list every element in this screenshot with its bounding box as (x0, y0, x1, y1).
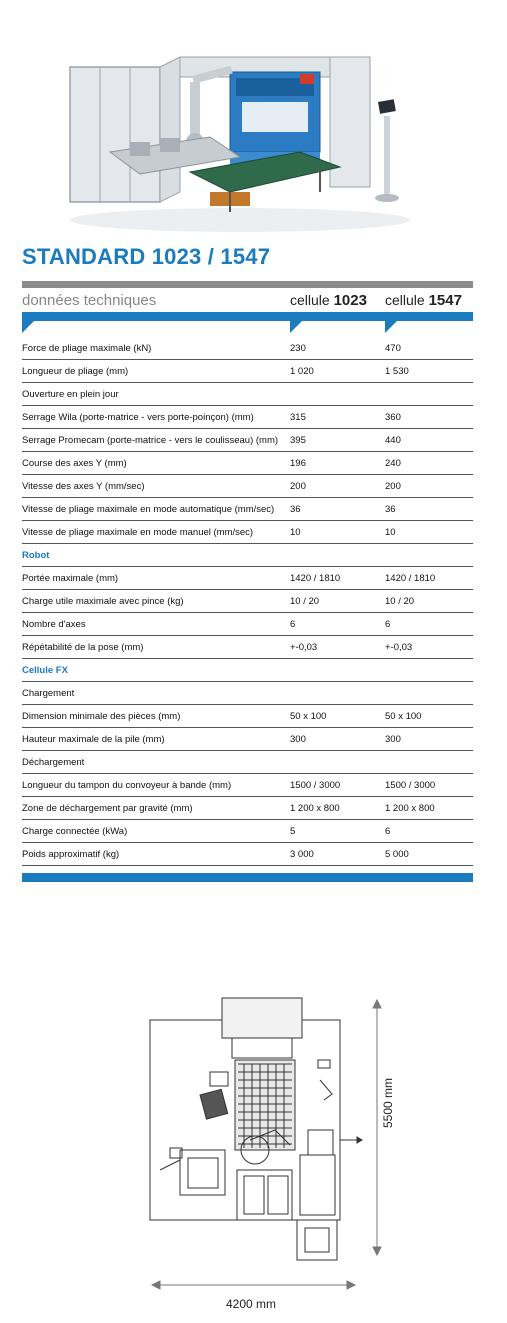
row-label: Charge connectée (kWa) (22, 826, 128, 837)
value-1547: 300 (385, 734, 401, 745)
table-row (22, 498, 473, 521)
row-label: Serrage Wila (porte-matrice - vers porte-poinçon) (mm) (22, 412, 254, 423)
header-notch (22, 321, 34, 333)
value-1547: 1500 / 3000 (385, 780, 436, 791)
row-label: Serrage Promecam (porte-matrice - vers le coulisseau) (mm) (22, 435, 279, 446)
table-row (22, 383, 473, 406)
row-label: Zone de déchargement par gravité (mm) (22, 803, 193, 814)
value-1547: 36 (385, 504, 396, 515)
value-1547: 1 530 (385, 366, 409, 377)
column-header-1547 (385, 292, 462, 309)
spec-header-bar (22, 312, 473, 321)
machine-illustration (60, 42, 420, 232)
row-label: Charge utile maximale avec pince (kg) (22, 596, 184, 607)
value-1023: 1 020 (290, 366, 314, 377)
value-1547: 10 (385, 527, 396, 538)
value-1547: 6 (385, 619, 391, 630)
header-notch (385, 321, 397, 333)
header-rule (22, 281, 473, 288)
value-1023: 1 200 x 800 (290, 803, 340, 814)
row-label: Répétabilité de la pose (mm) (22, 642, 144, 653)
value-1547: 240 (385, 458, 401, 469)
column-header-1023 (290, 292, 367, 309)
row-label: Déchargement (22, 757, 85, 768)
table-row (22, 360, 473, 383)
value-1023: 196 (290, 458, 306, 469)
page-title: STANDARD 1023 / 1547 (22, 244, 271, 269)
value-1547: 360 (385, 412, 401, 423)
table-row (22, 705, 473, 728)
table-row (22, 682, 473, 705)
table-row (22, 475, 473, 498)
row-label: Longueur de pliage (mm) (22, 366, 129, 377)
table-row (22, 636, 473, 659)
row-label: Longueur du tampon du convoyeur à bande (mm) (22, 780, 232, 791)
row-label: Course des axes Y (mm) (22, 458, 127, 469)
value-1023: 230 (290, 343, 306, 354)
table-row (22, 797, 473, 820)
value-1547: 50 x 100 (385, 711, 422, 722)
value-1547: 1 200 x 800 (385, 803, 435, 814)
spec-header (22, 290, 473, 312)
row-label: Vitesse de pliage maximale en mode automatique (mm/sec) (22, 504, 275, 515)
row-label: Chargement (22, 688, 75, 699)
table-row (22, 452, 473, 475)
column-prefix: cellule (385, 292, 425, 308)
value-1547: 5 000 (385, 849, 409, 860)
table-row (22, 843, 473, 866)
value-1547: 440 (385, 435, 401, 446)
value-1547: 6 (385, 826, 391, 837)
table-row (22, 521, 473, 544)
table-row (22, 613, 473, 636)
row-label: Cellule FX (22, 665, 68, 676)
value-1023: 315 (290, 412, 306, 423)
value-1023: 300 (290, 734, 306, 745)
row-label: Portée maximale (mm) (22, 573, 119, 584)
row-label: Robot (22, 550, 50, 561)
value-1023: 1500 / 3000 (290, 780, 341, 791)
row-label: Hauteur maximale de la pile (mm) (22, 734, 165, 745)
table-row (22, 751, 473, 774)
row-label: Dimension minimale des pièces (mm) (22, 711, 181, 722)
column-prefix: cellule (290, 292, 330, 308)
row-label: Ouverture en plein jour (22, 389, 119, 400)
value-1023: 3 000 (290, 849, 314, 860)
row-label: Vitesse de pliage maximale en mode manuel (mm/sec) (22, 527, 254, 538)
table-row (22, 728, 473, 751)
value-1547: 1420 / 1810 (385, 573, 436, 584)
value-1547: 470 (385, 343, 401, 354)
row-label: Poids approximatif (kg) (22, 849, 120, 860)
value-1023: 200 (290, 481, 306, 492)
row-label: Vitesse des axes Y (mm/sec) (22, 481, 145, 492)
table-row (22, 337, 473, 360)
value-1023: 5 (290, 826, 296, 837)
value-1023: 1420 / 1810 (290, 573, 341, 584)
value-1547: +-0,03 (385, 642, 413, 653)
value-1023: 10 / 20 (290, 596, 320, 607)
value-1023: 36 (290, 504, 301, 515)
table-row (22, 774, 473, 797)
spec-table (22, 337, 473, 866)
value-1023: 395 (290, 435, 306, 446)
table-row (22, 820, 473, 843)
spec-section-label: données techniques (22, 292, 157, 309)
table-row (22, 590, 473, 613)
row-label: Nombre d'axes (22, 619, 86, 630)
depth-dimension-label: 5500 mm (381, 1077, 395, 1128)
value-1023: 50 x 100 (290, 711, 327, 722)
table-row (22, 429, 473, 452)
value-1023: 6 (290, 619, 296, 630)
header-notch (290, 321, 302, 333)
value-1023: +-0,03 (290, 642, 318, 653)
table-row (22, 406, 473, 429)
floor-plan-drawing (140, 990, 410, 1300)
column-number: 1023 (333, 292, 367, 309)
table-row (22, 567, 473, 590)
row-label: Force de pliage maximale (kN) (22, 343, 152, 354)
column-number: 1547 (428, 292, 462, 309)
table-section-heading (22, 544, 473, 567)
value-1547: 200 (385, 481, 401, 492)
spec-footer-bar (22, 873, 473, 882)
table-section-heading (22, 659, 473, 682)
value-1023: 10 (290, 527, 301, 538)
width-dimension-label: 4200 mm (226, 1297, 277, 1311)
value-1547: 10 / 20 (385, 596, 415, 607)
